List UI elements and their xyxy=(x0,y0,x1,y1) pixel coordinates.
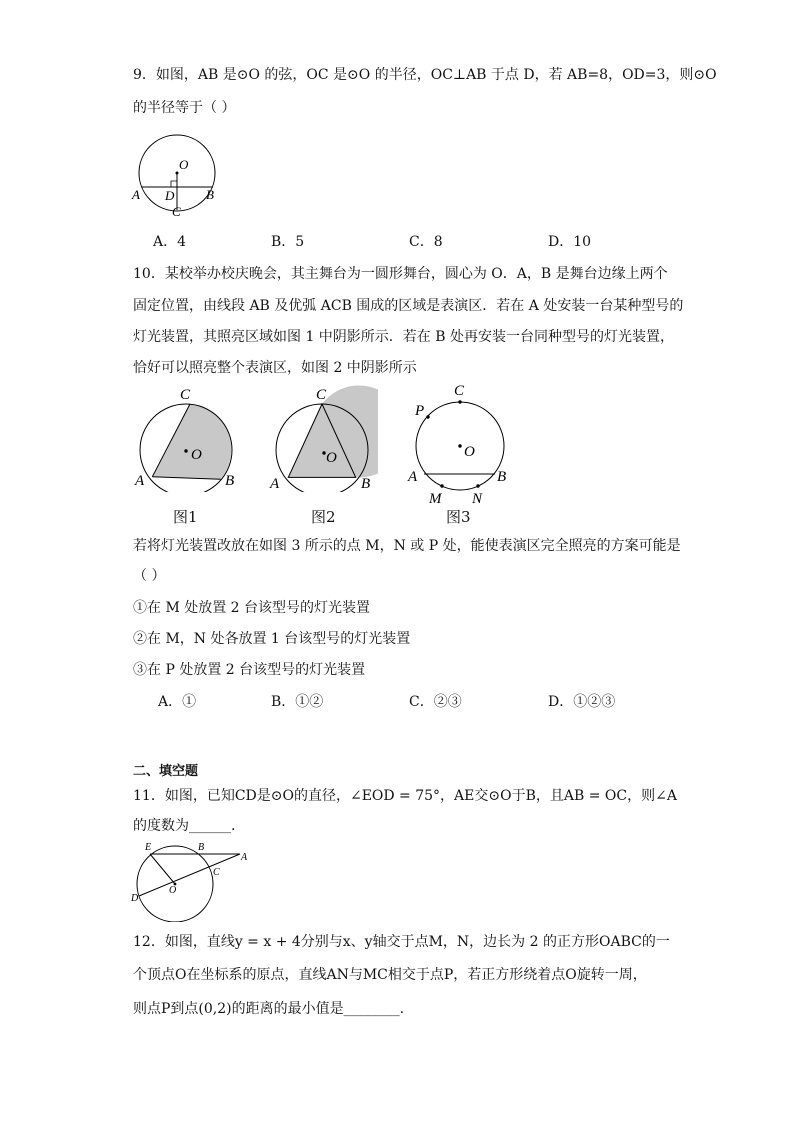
q9-option-d[interactable]: D．10 xyxy=(548,234,592,250)
q10-option-d[interactable]: D．①②③ xyxy=(548,694,616,710)
q10-fig1-shaded-region xyxy=(152,404,231,479)
q9-label-a: A xyxy=(132,187,140,202)
q10-fig1-label-b: B xyxy=(225,473,235,489)
q11-text-line1: 11．如图，已知CD是⊙O的直径，∠EOD = 75°，AE交⊙O于B，且AB = OC，则∠A xyxy=(133,788,677,804)
q10-figure-3 xyxy=(402,378,524,506)
q10-statement-2: ②在 M，N 处各放置 1 台该型号的灯光装置 xyxy=(133,631,411,647)
q9-option-a[interactable]: A．4 xyxy=(153,234,187,250)
q10-fig3-point-p xyxy=(426,415,429,418)
q10-statement-1: ①在 M 处放置 2 台该型号的灯光装置 xyxy=(133,600,371,616)
q10-fig3-label-p: P xyxy=(415,403,425,419)
q10-fig3-label-o: O xyxy=(464,444,475,460)
q10-text-line6: （ ） xyxy=(133,568,166,584)
q10-fig3-label-c: C xyxy=(454,383,465,399)
q10-statement-3: ③在 P 处放置 2 台该型号的灯光装置 xyxy=(133,662,366,678)
q10-fig3-label-n: N xyxy=(472,491,483,506)
q11-label-b: B xyxy=(198,842,205,853)
q10-text-line1: 10．某校举办校庆晚会，其主舞台为一圆形舞台，圆心为 O．A，B 是舞台边缘上两个 xyxy=(133,266,668,282)
q12-text-line2: 个顶点O在坐标系的原点，直线AN与MC相交于点P，若正方形绕着点O旋转一周， xyxy=(133,967,647,983)
q10-fig3-label-b: B xyxy=(497,469,507,485)
q10-fig3-point-c xyxy=(458,400,461,403)
q10-fig1-center-dot xyxy=(184,449,187,452)
q10-option-a[interactable]: A．① xyxy=(158,694,197,710)
q10-fig2-label-c: C xyxy=(316,387,327,403)
q10-fig1-label-a: A xyxy=(135,473,145,489)
q9-label-o: O xyxy=(179,157,189,172)
q9-label-c: C xyxy=(172,204,181,219)
q10-text-line4: 恰好可以照亮整个表演区，如图 2 中阴影所示 xyxy=(133,360,417,376)
q11-label-e: E xyxy=(145,842,152,853)
q10-fig3-label-a: A xyxy=(408,469,418,485)
q10-fig3-point-m xyxy=(440,484,443,487)
q10-option-b[interactable]: B．①② xyxy=(271,694,324,710)
q10-fig3-center-dot xyxy=(458,444,461,447)
q10-figure-2 xyxy=(266,382,378,492)
q10-text-line3: 灯光装置，其照亮区域如图 1 中阴影所示．若在 B 处再安装一台同种型号的灯光装置， xyxy=(133,329,674,345)
q10-fig2-label-o: O xyxy=(326,450,337,466)
q11-figure xyxy=(130,838,256,922)
q11-label-o: O xyxy=(169,885,177,896)
q12-text-line3: 则点P到点(0,2)的距离的最小值是________. xyxy=(133,1001,405,1017)
q9-label-b: B xyxy=(206,187,214,202)
q11-label-d: D xyxy=(131,893,139,904)
q10-text-line2: 固定位置，由线段 AB 及优弧 ACB 围成的区域是表演区．若在 A 处安装一台某种型号的 xyxy=(133,298,684,314)
q11-line-da xyxy=(139,854,240,896)
q10-fig3-label-m: M xyxy=(429,491,442,506)
q11-label-c: C xyxy=(213,867,220,878)
q10-fig2-label-b: B xyxy=(361,476,371,492)
section-title-fill-in: 二、填空题 xyxy=(133,764,199,779)
q10-option-c[interactable]: C．②③ xyxy=(409,694,462,710)
q9-text-line2: 的半径等于（ ） xyxy=(133,100,236,116)
q10-fig1-label-o: O xyxy=(191,447,202,463)
q10-fig3-point-n xyxy=(476,484,479,487)
q9-label-d: D xyxy=(165,188,175,203)
q11-text-line2: 的度数为______. xyxy=(133,818,236,834)
q12-text-line1: 12．如图，直线y = x + 4分别与x、y轴交于点M，N，边长为 2 的正方形OABC的一 xyxy=(133,934,670,950)
q10-fig2-label-a: A xyxy=(270,476,280,492)
q10-fig1-label-c: C xyxy=(180,387,191,403)
q11-label-a: A xyxy=(241,852,248,863)
q9-option-b[interactable]: B．5 xyxy=(271,234,305,250)
q9-text-line1: 9．如图，AB 是⊙O 的弦，OC 是⊙O 的半径，OC⊥AB 于点 D，若 AB=8，OD=3，则⊙O xyxy=(133,67,717,83)
q9-right-angle xyxy=(171,181,177,187)
q10-figure-3-caption: 图3 xyxy=(446,508,471,526)
q10-figure-2-caption: 图2 xyxy=(311,508,336,526)
q10-text-line5: 若将灯光装置改放在如图 3 所示的点 M，N 或 P 处，能使表演区完全照亮的方案可能是 xyxy=(133,538,681,554)
q10-figure-1-caption: 图1 xyxy=(173,508,198,526)
q9-figure xyxy=(128,128,228,223)
q10-figure-1 xyxy=(130,382,242,492)
q11-line-oe xyxy=(150,854,175,884)
q9-option-c[interactable]: C．8 xyxy=(409,234,443,250)
